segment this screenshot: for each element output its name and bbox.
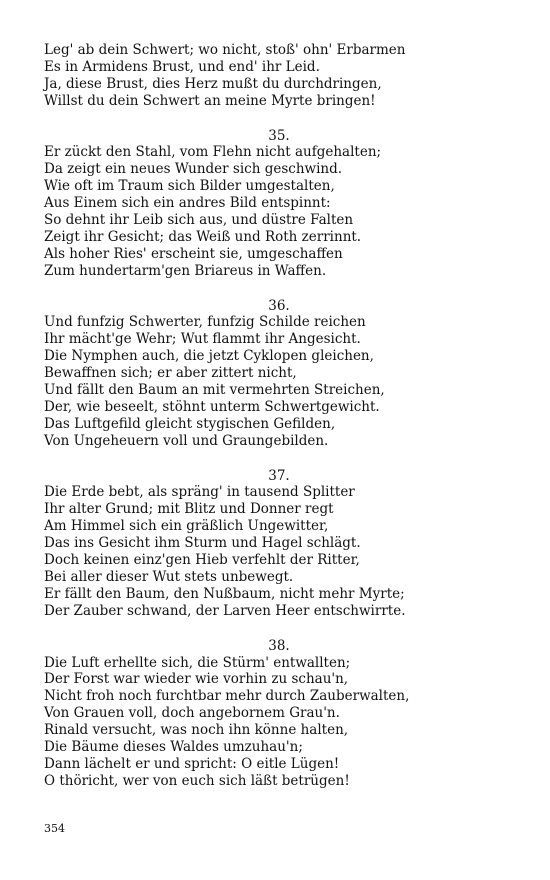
verse-line: Von Ungeheuern voll und Graungebilden. <box>44 432 329 449</box>
stanza <box>44 468 514 620</box>
stanza-number: 35. <box>268 127 290 144</box>
stanza <box>44 42 514 110</box>
verse-line: Die Bäume dieses Waldes umzuhau'n; <box>44 738 303 755</box>
stanza-number: 36. <box>268 297 290 314</box>
verse-line: Wie oft im Traum sich Bilder umgestalten, <box>44 178 335 195</box>
verse-line: Ja, diese Brust, dies Herz mußt du durchdringen, <box>44 75 382 92</box>
verse-line: Am Himmel sich ein gräßlich Ungewitter, <box>44 518 329 535</box>
verse-line: Das ins Gesicht ihm Sturm und Hagel schlägt. <box>44 535 361 552</box>
page-body <box>44 42 514 790</box>
verse-line: Von Grauen voll, doch angebornem Grau'n. <box>44 705 340 722</box>
verse-line: Es in Armidens Brust, und end' ihr Leid. <box>44 58 320 75</box>
verse-line: Ihr mächt'ge Wehr; Wut flammt ihr Angesicht. <box>44 331 361 348</box>
verse-line: Der Zauber schwand, der Larven Heer entschwirrte. <box>44 602 406 619</box>
verse-line: O thöricht, wer von euch sich läßt betrügen! <box>44 772 350 789</box>
verse-line: Als hoher Ries' erscheint sie, umgeschaffen <box>44 245 343 262</box>
stanza-number: 38. <box>268 637 290 654</box>
verse-line: Der Forst war wieder wie vorhin zu schau'n, <box>44 671 349 688</box>
verse-line: Das Luftgefild gleicht stygischen Gefilden, <box>44 415 336 432</box>
verse-line: Er zückt den Stahl, vom Flehn nicht aufgehalten; <box>44 144 382 161</box>
verse-line: Ihr alter Grund; mit Blitz und Donner regt <box>44 501 334 518</box>
verse-line: Der, wie beseelt, stöhnt unterm Schwertgewicht. <box>44 398 380 415</box>
verse-line: Zeigt ihr Gesicht; das Weiß und Roth zerrinnt. <box>44 228 362 245</box>
stanza <box>44 128 514 280</box>
verse-line: So dehnt ihr Leib sich aus, und düstre Falten <box>44 212 354 229</box>
stanza <box>44 638 514 790</box>
verse-line: Willst du dein Schwert an meine Myrte bringen! <box>44 92 376 109</box>
verse-line: Die Erde bebt, als spräng' in tausend Splitter <box>44 484 355 501</box>
stanza-number: 37. <box>268 467 290 484</box>
stanza <box>44 298 514 450</box>
verse-line: Und fällt den Baum an mit vermehrten Streichen, <box>44 382 385 399</box>
verse-line: Dann lächelt er und spricht: O eitle Lügen! <box>44 755 340 772</box>
verse-line: Aus Einem sich ein andres Bild entspinnt: <box>44 195 331 212</box>
verse-line: Da zeigt ein neues Wunder sich geschwind. <box>44 161 343 178</box>
verse-line: Bei aller dieser Wut stets unbewegt. <box>44 568 294 585</box>
verse-line: Bewaffnen sich; er aber zittert nicht, <box>44 365 297 382</box>
verse-line: Nicht froh noch furchtbar mehr durch Zauberwalten, <box>44 688 410 705</box>
verse-line: Die Luft erhellte sich, die Stürm' entwallten; <box>44 654 351 671</box>
page-number: 354 <box>44 822 65 835</box>
verse-line: Rinald versucht, was noch ihn könne halten, <box>44 722 349 739</box>
verse-line: Er fällt den Baum, den Nußbaum, nicht mehr Myrte; <box>44 585 405 602</box>
verse-line: Die Nymphen auch, die jetzt Cyklopen gleichen, <box>44 348 374 365</box>
verse-line: Doch keinen einz'gen Hieb verfehlt der Ritter, <box>44 552 360 569</box>
verse-line: Zum hundertarm'gen Briareus in Waffen. <box>44 262 327 279</box>
verse-line: Leg' ab dein Schwert; wo nicht, stoß' ohn' Erbarmen <box>44 42 406 58</box>
verse-line: Und funfzig Schwerter, funfzig Schilde reichen <box>44 314 366 331</box>
